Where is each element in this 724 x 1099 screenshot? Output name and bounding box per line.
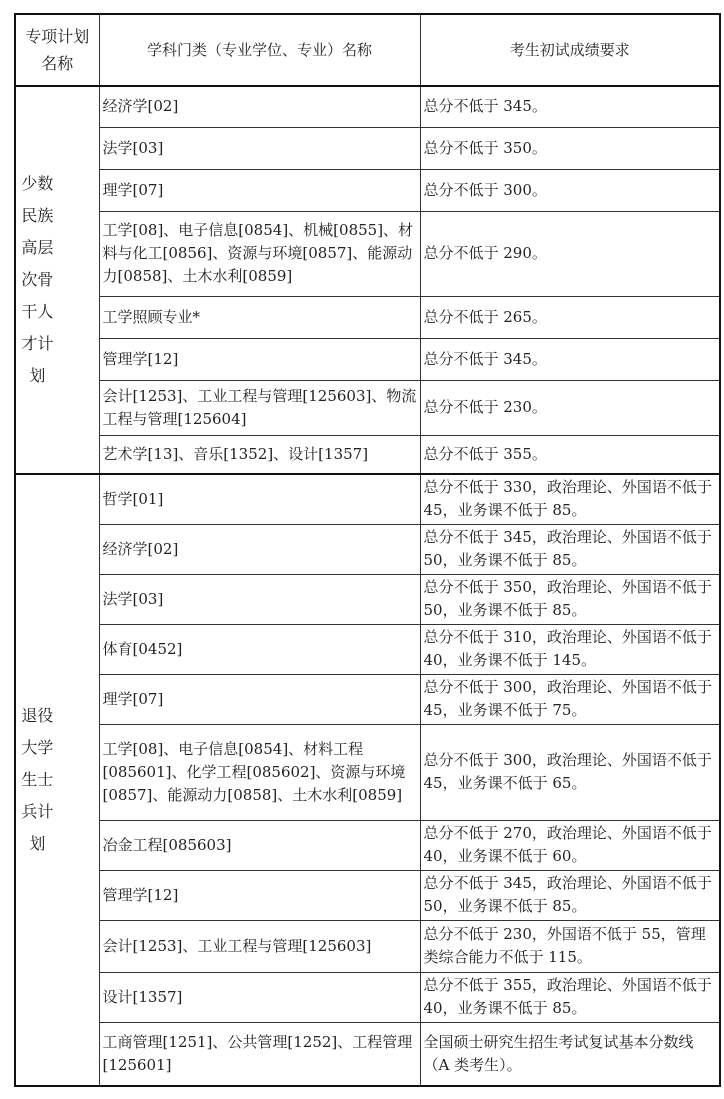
table-row	[15, 524, 720, 574]
header-requirement: 考生初试成绩要求	[420, 14, 720, 86]
requirement-cell: 总分不低于 300，政治理论、外国语不低于 45，业务课不低于 65。	[420, 724, 720, 820]
table-row	[15, 435, 720, 474]
subject-cell: 工商管理[1251]、公共管理[1252]、工程管理[125601]	[99, 1022, 420, 1086]
subject-cell: 冶金工程[085603]	[99, 820, 420, 870]
table-row	[15, 1022, 720, 1086]
subject-cell: 会计[1253]、工业工程与管理[125603]、物流工程与管理[125604]	[99, 380, 420, 435]
plan-name-cell: 退役大学生士兵计划	[15, 474, 99, 1086]
subject-cell: 艺术学[13]、音乐[1352]、设计[1357]	[99, 435, 420, 474]
subject-cell: 理学[07]	[99, 674, 420, 724]
requirement-cell: 总分不低于 330，政治理论、外国语不低于 45，业务课不低于 85。	[420, 474, 720, 524]
table-row	[15, 870, 720, 920]
table-row	[15, 380, 720, 435]
requirement-cell: 总分不低于 345。	[420, 338, 720, 380]
header-plan-name: 专项计划名称	[15, 14, 99, 86]
requirement-cell: 总分不低于 300。	[420, 169, 720, 211]
subject-cell: 哲学[01]	[99, 474, 420, 524]
table-row	[15, 296, 720, 338]
requirement-cell: 总分不低于 230。	[420, 380, 720, 435]
table-row	[15, 338, 720, 380]
subject-cell: 工学照顾专业*	[99, 296, 420, 338]
table-header-row	[15, 14, 720, 86]
table-row	[15, 624, 720, 674]
requirement-cell: 全国硕士研究生招生考试复试基本分数线（A 类考生）。	[420, 1022, 720, 1086]
requirement-cell: 总分不低于 345，政治理论、外国语不低于 50，业务课不低于 85。	[420, 524, 720, 574]
requirement-cell: 总分不低于 265。	[420, 296, 720, 338]
table-row	[15, 211, 720, 296]
table-row	[15, 169, 720, 211]
subject-cell: 体育[0452]	[99, 624, 420, 674]
requirement-cell: 总分不低于 310，政治理论、外国语不低于 40，业务课不低于 145。	[420, 624, 720, 674]
requirement-cell: 总分不低于 345。	[420, 86, 720, 127]
subject-cell: 设计[1357]	[99, 972, 420, 1022]
table-row	[15, 86, 720, 127]
requirement-cell: 总分不低于 350。	[420, 127, 720, 169]
requirement-cell: 总分不低于 350，政治理论、外国语不低于 50，业务课不低于 85。	[420, 574, 720, 624]
table-row	[15, 574, 720, 624]
table-row	[15, 724, 720, 820]
table-row	[15, 920, 720, 972]
subject-cell: 经济学[02]	[99, 86, 420, 127]
table-row	[15, 674, 720, 724]
requirement-cell: 总分不低于 355。	[420, 435, 720, 474]
requirement-cell: 总分不低于 290。	[420, 211, 720, 296]
table-row	[15, 820, 720, 870]
subject-cell: 会计[1253]、工业工程与管理[125603]	[99, 920, 420, 972]
requirement-cell: 总分不低于 230，外国语不低于 55，管理类综合能力不低于 115。	[420, 920, 720, 972]
plan-name-cell: 少数民族高层次骨干人才计划	[15, 86, 99, 474]
requirement-cell: 总分不低于 270，政治理论、外国语不低于 40，业务课不低于 60。	[420, 820, 720, 870]
subject-cell: 法学[03]	[99, 127, 420, 169]
subject-cell: 经济学[02]	[99, 524, 420, 574]
table-row	[15, 972, 720, 1022]
requirement-cell: 总分不低于 345，政治理论、外国语不低于 50，业务课不低于 85。	[420, 870, 720, 920]
subject-cell: 理学[07]	[99, 169, 420, 211]
subject-cell: 管理学[12]	[99, 870, 420, 920]
requirement-cell: 总分不低于 300，政治理论、外国语不低于 45，业务课不低于 75。	[420, 674, 720, 724]
score-requirements-table	[14, 13, 721, 1087]
table-row	[15, 127, 720, 169]
subject-cell: 工学[08]、电子信息[0854]、材料工程[085601]、化学工程[085602]、资源与环境[0857]、能源动力[0858]、土木水利[0859]	[99, 724, 420, 820]
table-row	[15, 474, 720, 524]
header-subject: 学科门类（专业学位、专业）名称	[99, 14, 420, 86]
subject-cell: 管理学[12]	[99, 338, 420, 380]
subject-cell: 工学[08]、电子信息[0854]、机械[0855]、材料与化工[0856]、资源与环境[0857]、能源动力[0858]、土木水利[0859]	[99, 211, 420, 296]
requirement-cell: 总分不低于 355，政治理论、外国语不低于 40，业务课不低于 85。	[420, 972, 720, 1022]
subject-cell: 法学[03]	[99, 574, 420, 624]
